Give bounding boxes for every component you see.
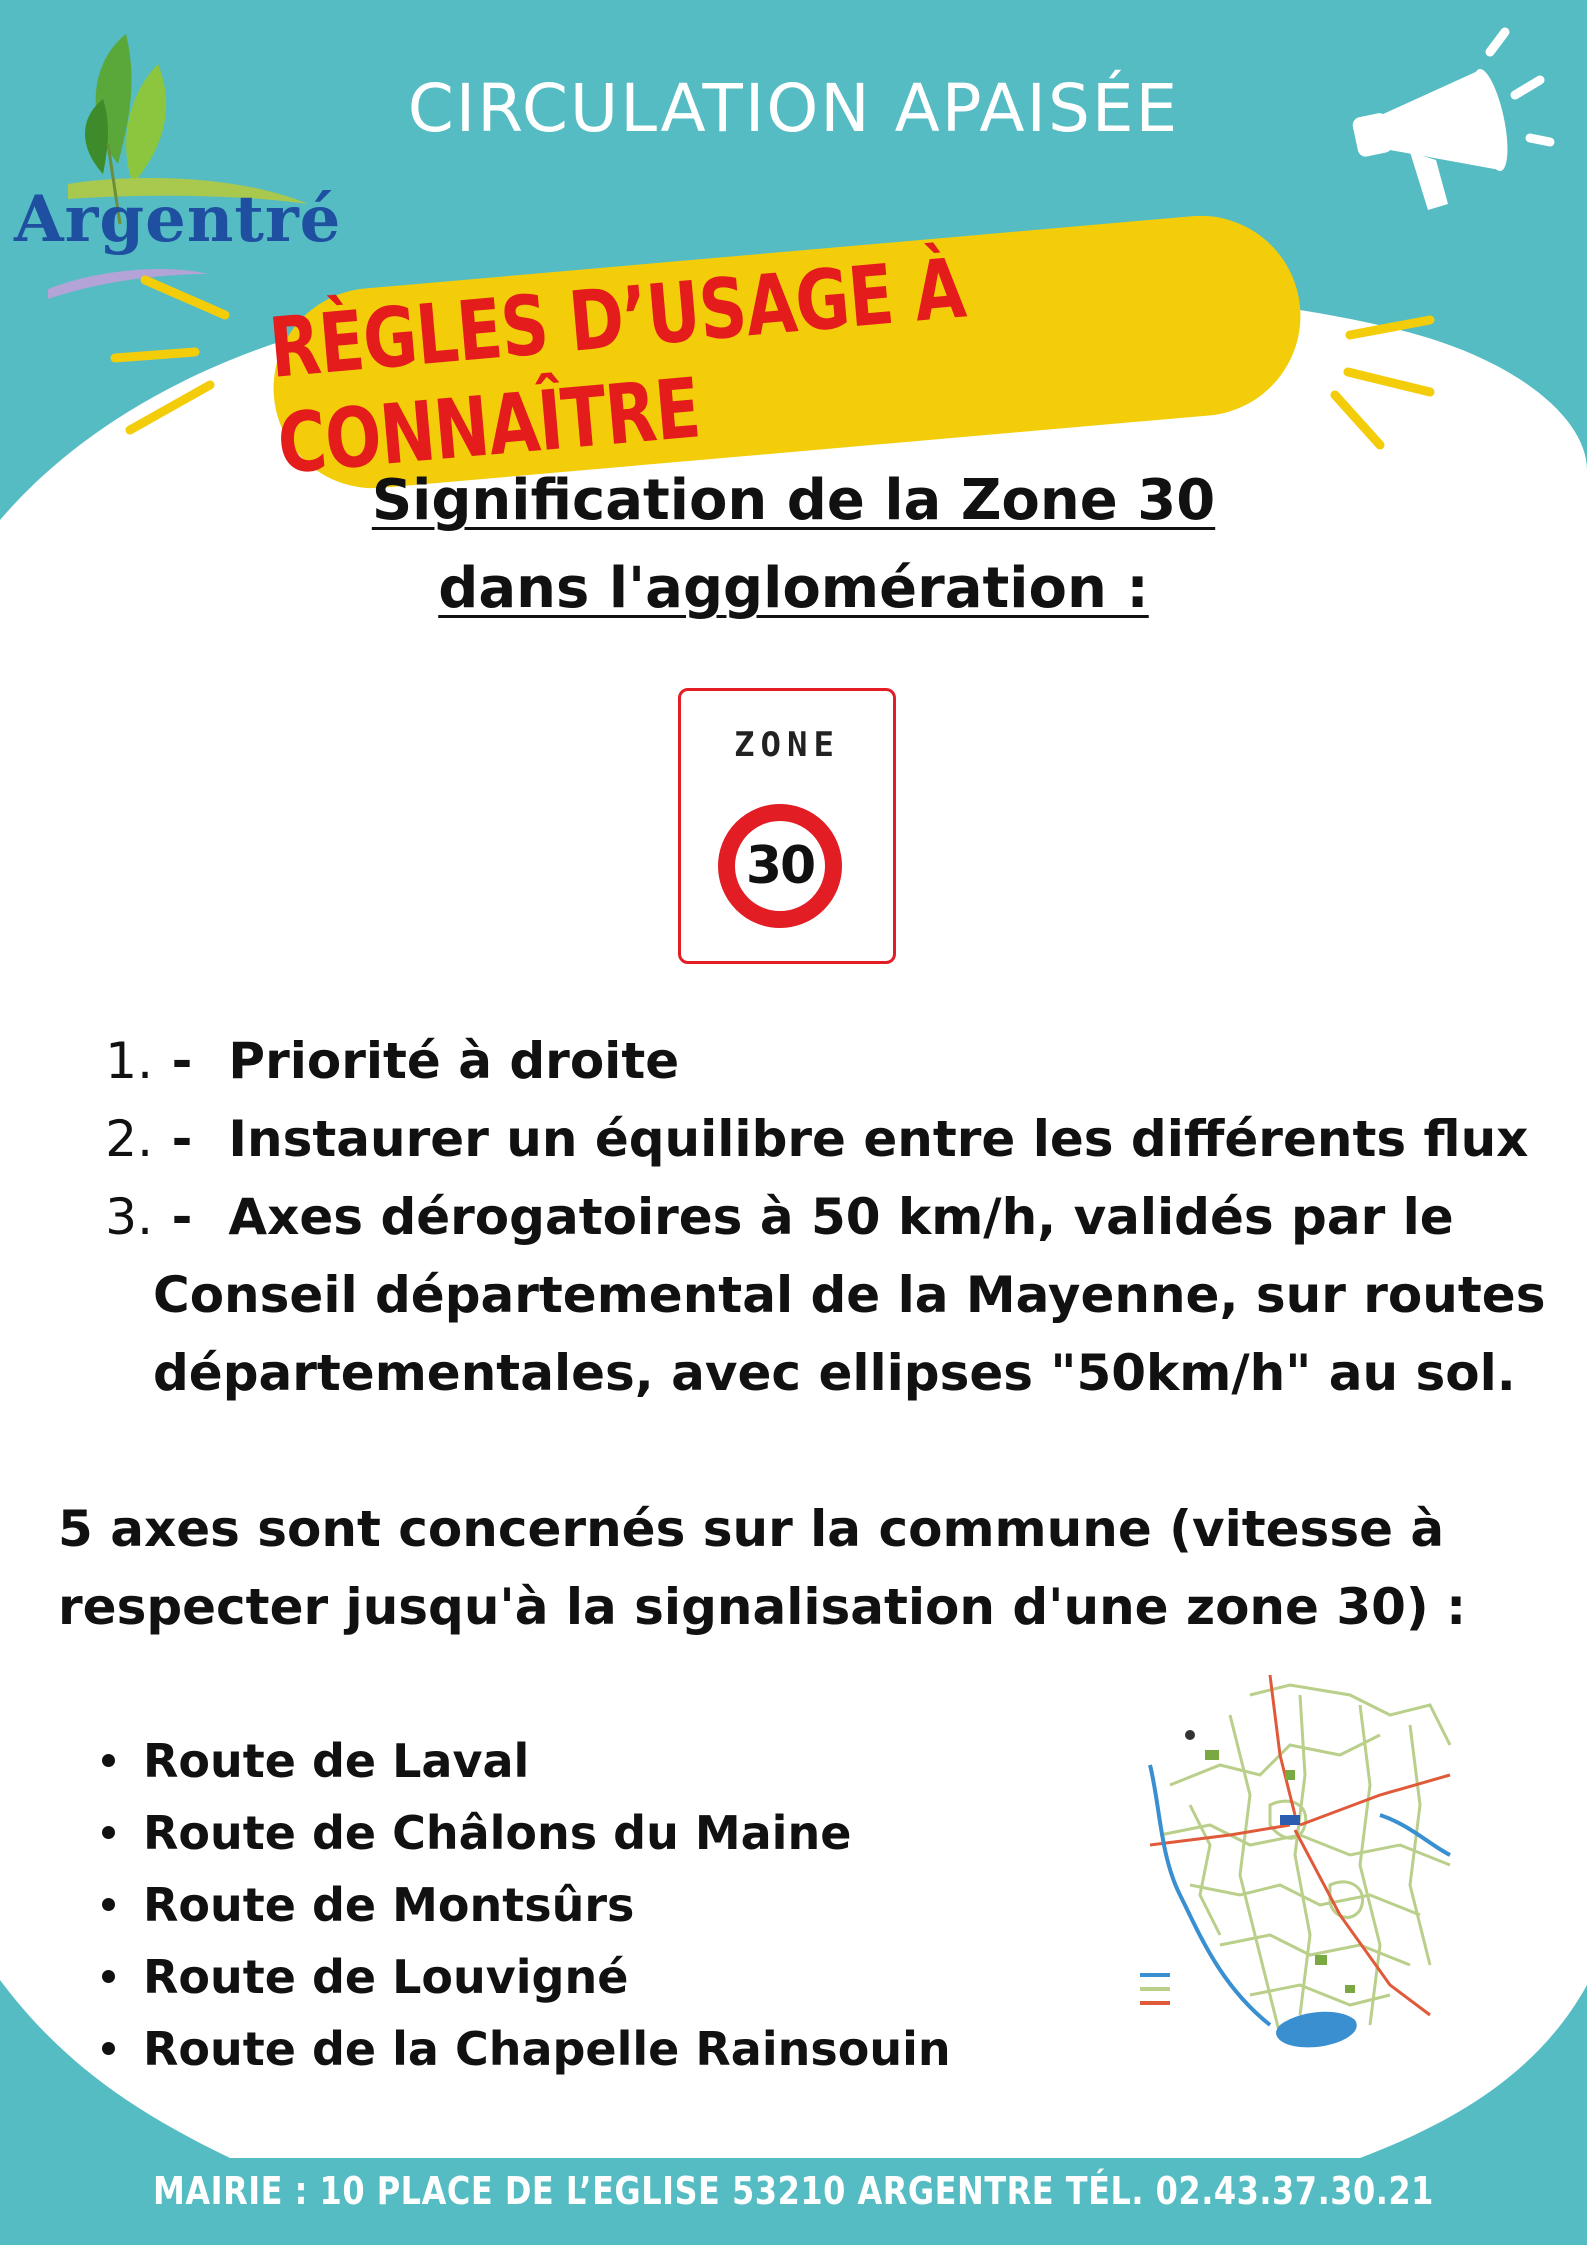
road-list-item [102,1806,851,1860]
list-number: 2. [105,1110,153,1168]
zone-30-sign-icon [678,688,896,964]
list-text: Priorité à droite [228,1032,680,1090]
list-item [95,1188,1454,1246]
banner-text: RÈGLES D’USAGE À CONNAÎTRE [265,240,969,493]
road-name: Route de Montsûrs [143,1878,635,1932]
list-dash: - [171,1110,193,1168]
road-list-item [102,1950,628,2004]
subtitle-line-2: dans l'agglomération : [438,556,1149,621]
sign-speed-number: 30 [745,836,815,896]
sign-speed-circle [718,804,842,928]
subtitle-line-1: Signification de la Zone 30 [371,468,1216,533]
list-dash: - [171,1188,193,1246]
list-item [95,1032,679,1090]
road-name: Route de la Chapelle Rainsouin [143,2022,951,2076]
list-item-continuation: départementales, avec ellipses "50km/h" au sol. [153,1344,1516,1402]
sparkle-right-icon [1310,300,1510,460]
footer-address: MAIRIE : 10 PLACE DE L’EGLISE 53210 ARGENTRE TÉL. 02.43.37.30.21 [153,2168,1434,2214]
bullet-icon [102,1970,115,1983]
bullet-icon [102,1898,115,1911]
list-text: Axes dérogatoires à 50 km/h, validés par le [228,1188,1454,1246]
list-number: 3. [105,1188,153,1246]
road-name: Route de Châlons du Maine [143,1806,852,1860]
list-dash: - [171,1032,193,1090]
town-map-image [1130,1655,1470,2075]
logo-text: Argentré [14,182,342,257]
bullet-icon [102,1826,115,1839]
road-list-item [102,1734,529,1788]
bullet-icon [102,2042,115,2055]
list-number: 1. [105,1032,153,1090]
sign-zone-label: ZONE [734,725,840,765]
road-list-item [102,2022,951,2076]
megaphone-icon [1340,20,1560,220]
list-item-continuation: Conseil départemental de la Mayenne, sur routes [153,1266,1546,1324]
axes-paragraph-line-2: respecter jusqu'à la signalisation d'une zone 30) : [58,1578,1467,1636]
header-title: CIRCULATION APAISÉE [407,70,1180,147]
road-list-item [102,1878,634,1932]
road-name: Route de Laval [143,1734,530,1788]
road-name: Route de Louvigné [143,1950,629,2004]
bullet-icon [102,1754,115,1767]
list-item [95,1110,1528,1168]
list-text: Instaurer un équilibre entre les différents flux [228,1110,1529,1168]
axes-paragraph-line-1: 5 axes sont concernés sur la commune (vitesse à [58,1500,1445,1558]
